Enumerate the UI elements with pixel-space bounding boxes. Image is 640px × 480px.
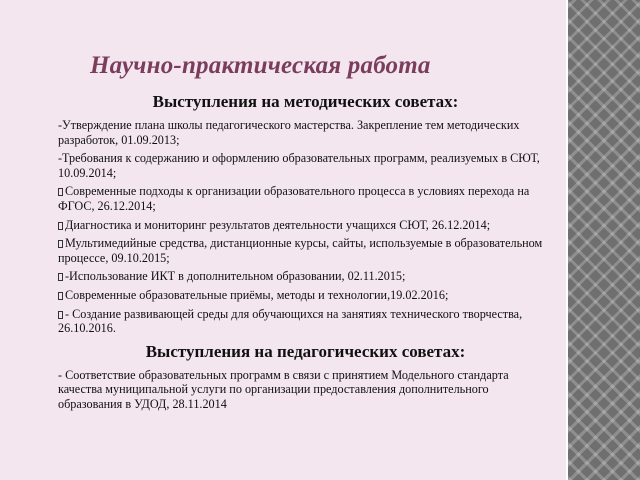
pedagogical-councils-list	[58, 368, 553, 412]
list-item	[58, 218, 553, 233]
list-item-text: Современные образовательные приёмы, методы и технологии,19.02.2016;	[65, 287, 449, 302]
list-item-text: Мультимедийные средства, дистанционные курсы, сайты, используемые в образовательном процессе, 09.10.2015;	[58, 236, 543, 265]
list-item-text: -Утверждение плана школы педагогического мастерства. Закрепление тем методических разработок, 01.09.2013;	[58, 118, 520, 147]
decorative-side-strip	[566, 0, 640, 480]
slide-title: Научно-практическая работа	[90, 52, 431, 79]
bullet-box-icon	[58, 292, 63, 300]
list-item	[58, 368, 553, 412]
pedagogical-councils-heading: Выступления на педагогических советах:	[145, 341, 466, 361]
list-item-text: - Создание развивающей среды для обучающихся на занятиях технического творчества, 26.10.2016.	[58, 306, 523, 336]
list-item-text: - Соответствие образовательных программ в связи с принятием Модельного стандарта качества муниципальной услуги по организации предоставления дополнительного образования в УДОД, 28.11.2014	[58, 367, 509, 411]
bullet-box-icon	[58, 240, 63, 248]
slide-content	[58, 92, 553, 416]
bullet-box-icon	[58, 311, 63, 319]
list-item-text: -Требования к содержанию и оформлению образовательных программ, реализуемых в СЮТ, 10.09.2014;	[58, 151, 540, 180]
list-item	[58, 151, 553, 180]
bullet-box-icon	[58, 273, 63, 281]
list-item-text: -Использование ИКТ в дополнительном образовании, 02.11.2015;	[65, 269, 406, 284]
list-item	[58, 184, 553, 213]
methodical-councils-list	[58, 118, 553, 336]
list-item-text: Диагностика и мониторинг результатов деятельности учащихся СЮТ, 26.12.2014;	[65, 217, 491, 232]
list-item	[58, 269, 553, 284]
list-item	[58, 236, 553, 265]
list-item	[58, 118, 553, 147]
bullet-box-icon	[58, 188, 63, 196]
methodical-councils-heading: Выступления на методических советах:	[152, 92, 459, 111]
list-item	[58, 307, 553, 336]
list-item	[58, 288, 553, 303]
list-item-text: Современные подходы к организации образовательного процесса в условиях перехода на ФГОС, 26.12.2014;	[58, 184, 530, 213]
bullet-box-icon	[58, 222, 63, 230]
